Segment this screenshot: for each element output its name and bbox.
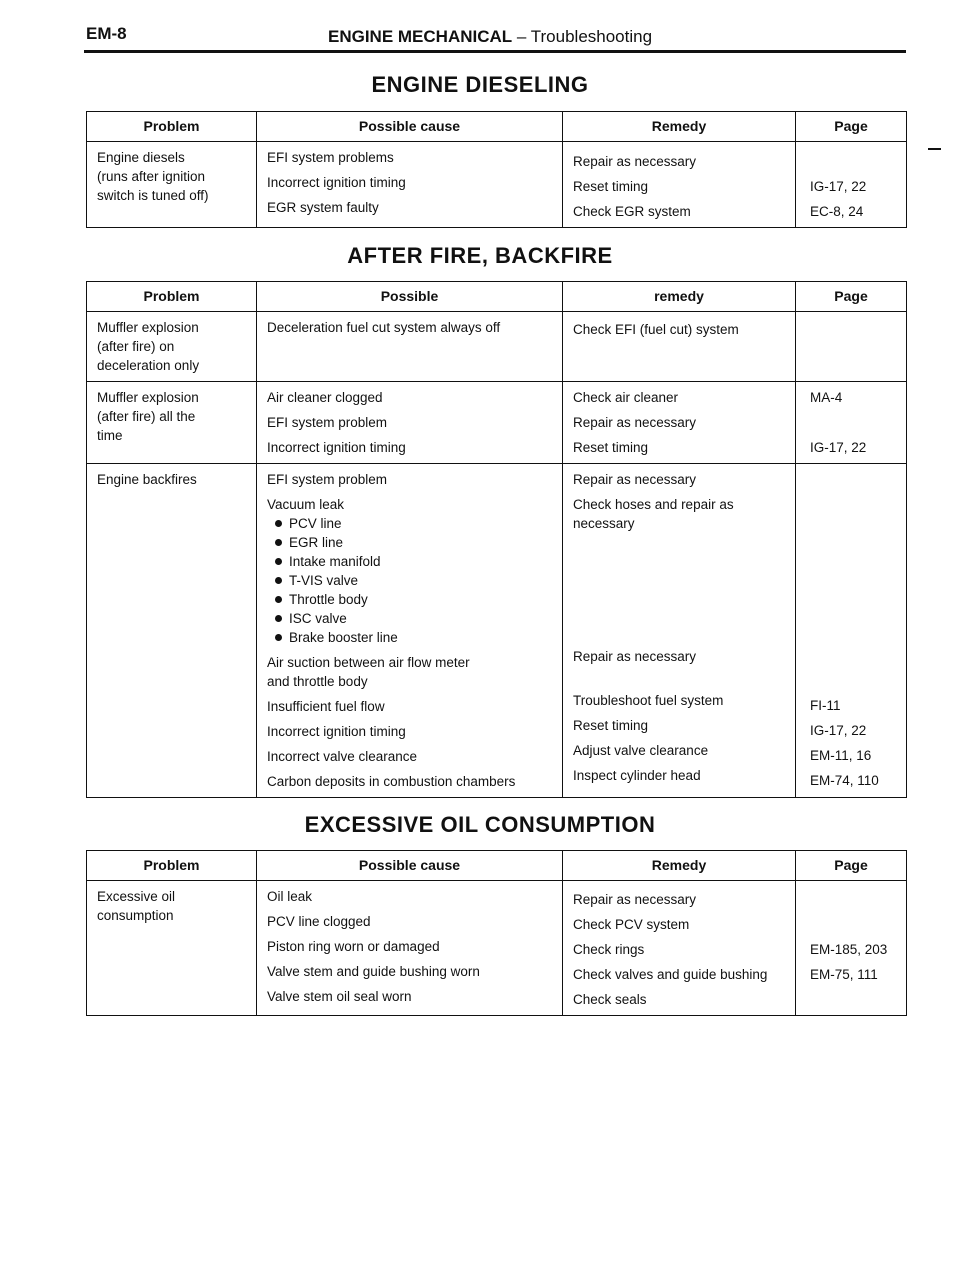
problem-cell: [87, 382, 257, 464]
bullet-item: Throttle body: [267, 590, 558, 609]
page-ref: FI-11: [810, 698, 841, 713]
problem-text: Engine backfires: [97, 472, 197, 487]
cause-cell: [257, 312, 563, 382]
remedy-text: Check hoses and repair as necessary: [573, 497, 734, 531]
cause-text: Vacuum leak: [267, 497, 345, 512]
table-row: [87, 464, 907, 798]
remedy-text: Repair as necessary: [573, 154, 697, 169]
problem-cell: [87, 464, 257, 798]
page-ref: IG-17, 22: [810, 179, 867, 194]
margin-mark: [928, 148, 941, 150]
page-ref: EM-75, 111: [810, 967, 878, 982]
bullet-item: PCV line: [267, 514, 558, 533]
cause-text: Carbon deposits in combustion chambers: [267, 774, 516, 789]
remedy-cell: [563, 382, 796, 464]
section-title-afterfire: AFTER FIRE, BACKFIRE: [347, 243, 613, 268]
col-page: Page: [796, 851, 907, 881]
remedy-text: Check PCV system: [573, 917, 690, 932]
page-ref: EM-74, 110: [810, 773, 879, 788]
problem-text: Muffler explosion (after fire) all the time: [97, 390, 199, 443]
header-rule: [84, 50, 906, 53]
remedy-cell: [563, 464, 796, 798]
remedy-text: Check valves and guide bushing: [573, 967, 768, 982]
section-name: ENGINE MECHANICAL: [328, 27, 513, 46]
remedy-text: Repair as necessary: [573, 892, 697, 907]
section-title-oil: EXCESSIVE OIL CONSUMPTION: [304, 812, 656, 837]
remedy-text: Repair as necessary: [573, 472, 697, 487]
problem-cell: [87, 881, 257, 1016]
page-cell: [796, 382, 907, 464]
remedy-cell: [563, 881, 796, 1016]
remedy-text: Repair as necessary: [573, 415, 697, 430]
cause-text: EGR system faulty: [267, 200, 379, 215]
cause-text: PCV line clogged: [267, 914, 371, 929]
problem-text: Excessive oil consumption: [97, 889, 176, 923]
cause-text: Incorrect ignition timing: [267, 724, 406, 739]
cause-text: Incorrect ignition timing: [267, 440, 406, 455]
cause-cell: [257, 464, 563, 798]
remedy-text: Repair as necessary: [573, 649, 697, 664]
page-ref: IG-17, 22: [810, 440, 867, 455]
problem-text: Engine diesels (runs after ignition switch is tuned off): [97, 150, 209, 203]
remedy-text: Adjust valve clearance: [573, 743, 709, 758]
cause-text: Piston ring worn or damaged: [267, 939, 440, 954]
table-row: [87, 142, 907, 228]
page-ref: [810, 413, 902, 432]
page-ref: IG-17, 22: [810, 723, 867, 738]
remedy-text: Reset timing: [573, 718, 649, 733]
topic-name: Troubleshooting: [530, 27, 653, 46]
page-ref: MA-4: [810, 390, 843, 405]
cause-cell: [257, 881, 563, 1016]
page-ref: EM-185, 203: [810, 942, 888, 957]
page-ref: [810, 990, 902, 1009]
remedy-text: Reset timing: [573, 440, 649, 455]
remedy-text: Reset timing: [573, 179, 649, 194]
col-possible-cause: Possible cause: [257, 851, 563, 881]
remedy-cell: [563, 142, 796, 228]
cause-text: Deceleration fuel cut system always off: [267, 320, 501, 335]
page-ref: EM-11, 16: [810, 748, 872, 763]
table-row: [87, 881, 907, 1016]
cause-text: EFI system problems: [267, 150, 394, 165]
cause-text: Oil leak: [267, 889, 313, 904]
bullet-item: ISC valve: [267, 609, 558, 628]
table-afterfire: [86, 281, 907, 798]
section-title-dieseling: ENGINE DIESELING: [371, 72, 589, 97]
header-separator: –: [512, 27, 531, 46]
cause-text: Valve stem oil seal worn: [267, 989, 412, 1004]
page-header: [328, 27, 652, 47]
problem-cell: [87, 312, 257, 382]
page-code: EM-8: [86, 24, 127, 43]
problem-text: Muffler explosion (after fire) on deceleration only: [97, 320, 200, 373]
remedy-text: Check EGR system: [573, 204, 691, 219]
table-header-row: [87, 112, 907, 142]
col-remedy: Remedy: [563, 112, 796, 142]
bullet-item: Brake booster line: [267, 628, 558, 647]
page-ref: [810, 890, 902, 909]
remedy-text: Troubleshoot fuel system: [573, 693, 724, 708]
table-row: [87, 312, 907, 382]
col-page: Page: [796, 282, 907, 312]
cause-text: Insufficient fuel flow: [267, 699, 385, 714]
page-ref: [810, 152, 902, 171]
remedy-text: Check air cleaner: [573, 390, 679, 405]
cause-text: Incorrect ignition timing: [267, 175, 406, 190]
cause-text: Air cleaner clogged: [267, 390, 383, 405]
page-ref: [810, 318, 902, 337]
cause-text: EFI system problem: [267, 472, 388, 487]
cause-text: Valve stem and guide bushing worn: [267, 964, 480, 979]
remedy-text: Inspect cylinder head: [573, 768, 701, 783]
cause-cell: [257, 142, 563, 228]
col-problem: Problem: [87, 851, 257, 881]
cause-text: EFI system problem: [267, 415, 388, 430]
page-ref: EC-8, 24: [810, 204, 864, 219]
table-header-row: [87, 282, 907, 312]
problem-cell: [87, 142, 257, 228]
table-oil: [86, 850, 907, 1016]
remedy-text: Check EFI (fuel cut) system: [573, 322, 739, 337]
col-remedy: remedy: [563, 282, 796, 312]
bullet-item: Intake manifold: [267, 552, 558, 571]
remedy-text: Check seals: [573, 992, 647, 1007]
table-row: [87, 382, 907, 464]
cause-cell: [257, 382, 563, 464]
remedy-cell: [563, 312, 796, 382]
page-cell: [796, 881, 907, 1016]
page-cell: [796, 464, 907, 798]
col-problem: Problem: [87, 112, 257, 142]
bullet-item: EGR line: [267, 533, 558, 552]
remedy-text: Check rings: [573, 942, 645, 957]
col-possible-cause: Possible cause: [257, 112, 563, 142]
col-possible: Possible: [257, 282, 563, 312]
col-page: Page: [796, 112, 907, 142]
cause-text: Air suction between air flow meter and throttle body: [267, 655, 470, 689]
page-ref: [810, 915, 902, 934]
col-problem: Problem: [87, 282, 257, 312]
bullet-item: T-VIS valve: [267, 571, 558, 590]
page-cell: [796, 312, 907, 382]
col-remedy: Remedy: [563, 851, 796, 881]
table-dieseling: [86, 111, 907, 228]
page-cell: [796, 142, 907, 228]
table-header-row: [87, 851, 907, 881]
cause-text: Incorrect valve clearance: [267, 749, 418, 764]
